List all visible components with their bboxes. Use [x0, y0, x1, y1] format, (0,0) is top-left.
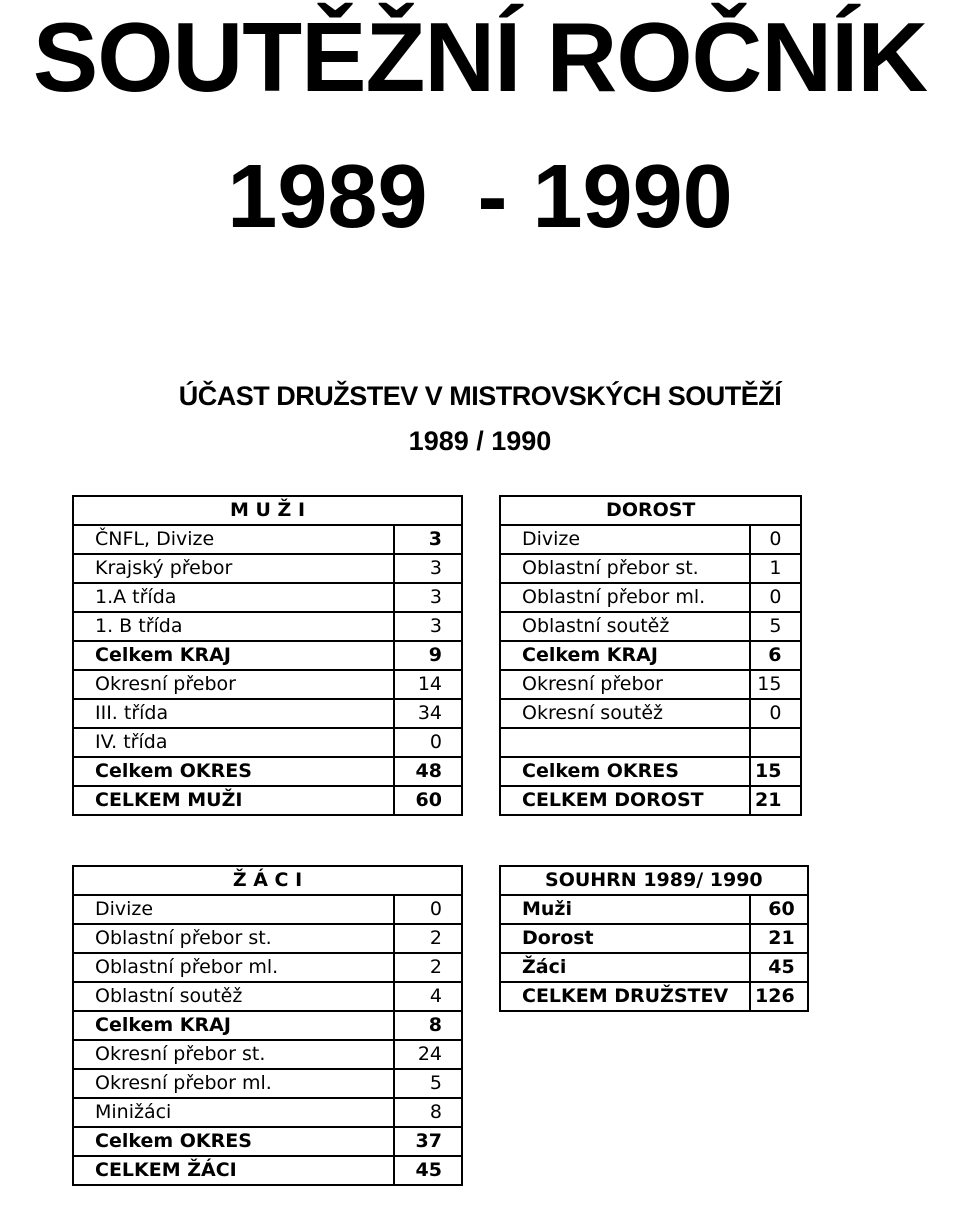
dorost-row-value: 1 [750, 554, 801, 583]
muzi-row-label: 1. B třída [73, 612, 394, 641]
dorost-row-label: Celkem KRAJ [500, 641, 750, 670]
zaci-row-value: 0 [394, 895, 462, 924]
zaci-row-label: Celkem KRAJ [73, 1011, 394, 1040]
table-row [73, 1098, 462, 1127]
muzi-row-label: Celkem KRAJ [73, 641, 394, 670]
dorost-row-label: Celkem OKRES [500, 757, 750, 786]
dorost-row-value: 15 [750, 670, 801, 699]
muzi-row-value: 0 [394, 728, 462, 757]
dorost-row-label: Oblastní soutěž [500, 612, 750, 641]
table-row [500, 786, 801, 815]
table-row [73, 1011, 462, 1040]
zaci-row-value: 45 [394, 1156, 462, 1185]
muzi-row-value: 60 [394, 786, 462, 815]
dorost-row-label [500, 728, 750, 757]
souhrn-heading: SOUHRN 1989/ 1990 [500, 866, 808, 895]
table-row [500, 953, 808, 982]
muzi-row-label: Celkem OKRES [73, 757, 394, 786]
muzi-row-label: IV. třída [73, 728, 394, 757]
table-row [500, 670, 801, 699]
table-row [500, 612, 801, 641]
zaci-row-value: 4 [394, 982, 462, 1011]
souhrn-row-value: 126 [750, 982, 808, 1011]
zaci-row-label: CELKEM ŽÁCI [73, 1156, 394, 1185]
souhrn-row-value: 21 [750, 924, 808, 953]
zaci-row-label: Divize [73, 895, 394, 924]
dorost-row-label: Okresní přebor [500, 670, 750, 699]
dorost-row-value: 0 [750, 583, 801, 612]
table-row [73, 757, 462, 786]
table-row [73, 953, 462, 982]
muzi-row-value: 9 [394, 641, 462, 670]
muzi-row-label: 1.A třída [73, 583, 394, 612]
table-row [73, 583, 462, 612]
souhrn-row-value: 60 [750, 895, 808, 924]
dorost-row-value: 6 [750, 641, 801, 670]
season-years: 1989 - 1990 [227, 147, 733, 247]
zaci-heading-row [73, 866, 462, 895]
muzi-row-value: 3 [394, 554, 462, 583]
muzi-row-label: Okresní přebor [73, 670, 394, 699]
muzi-row-label: Krajský přebor [73, 554, 394, 583]
table-row [500, 924, 808, 953]
zaci-row-label: Oblastní přebor st. [73, 924, 394, 953]
muzi-heading: M U Ž I [73, 496, 462, 525]
dorost-row-label: Okresní soutěž [500, 699, 750, 728]
table-row [73, 641, 462, 670]
muzi-row-value: 3 [394, 583, 462, 612]
muzi-row-label: ČNFL, Divize [73, 525, 394, 554]
table-row [73, 924, 462, 953]
muzi-row-value: 3 [394, 525, 462, 554]
table-row [73, 786, 462, 815]
dorost-row-value: 15 [750, 757, 801, 786]
zaci-row-label: Oblastní přebor ml. [73, 953, 394, 982]
table-row [73, 895, 462, 924]
muzi-row-value: 48 [394, 757, 462, 786]
muzi-row-value: 14 [394, 670, 462, 699]
zaci-row-label: Oblastní soutěž [73, 982, 394, 1011]
section-subtitle-years: 1989 / 1990 [408, 426, 552, 456]
page-title: SOUTĚŽNÍ ROČNÍK [32, 2, 928, 112]
table-row [500, 554, 801, 583]
muzi-table [72, 495, 463, 816]
dorost-row-value: 0 [750, 525, 801, 554]
table-row [500, 525, 801, 554]
table-row [500, 641, 801, 670]
muzi-row-value: 34 [394, 699, 462, 728]
table-row [73, 1127, 462, 1156]
muzi-row-label: CELKEM MUŽI [73, 786, 394, 815]
souhrn-row-label: Dorost [500, 924, 750, 953]
zaci-table [72, 865, 463, 1186]
table-row [500, 757, 801, 786]
table-row [73, 699, 462, 728]
zaci-row-label: Okresní přebor ml. [73, 1069, 394, 1098]
table-row [73, 670, 462, 699]
dorost-heading: DOROST [500, 496, 801, 525]
zaci-row-value: 8 [394, 1011, 462, 1040]
table-row [73, 982, 462, 1011]
table-row [73, 525, 462, 554]
souhrn-row-label: CELKEM DRUŽSTEV [500, 982, 750, 1011]
zaci-row-value: 24 [394, 1040, 462, 1069]
table-row [73, 612, 462, 641]
dorost-row-value [750, 728, 801, 757]
table-row [500, 583, 801, 612]
dorost-row-label: CELKEM DOROST [500, 786, 750, 815]
table-row [73, 1069, 462, 1098]
dorost-table [499, 495, 802, 816]
souhrn-row-label: Žáci [500, 953, 750, 982]
section-subtitle: ÚČAST DRUŽSTEV V MISTROVSKÝCH SOUTĚŽÍ [178, 381, 782, 411]
table-row [500, 982, 808, 1011]
souhrn-row-value: 45 [750, 953, 808, 982]
zaci-row-value: 5 [394, 1069, 462, 1098]
muzi-heading-row [73, 496, 462, 525]
zaci-row-value: 2 [394, 924, 462, 953]
table-row [73, 728, 462, 757]
zaci-row-label: Celkem OKRES [73, 1127, 394, 1156]
dorost-row-label: Divize [500, 525, 750, 554]
table-row [73, 1156, 462, 1185]
zaci-heading: Ž Á C I [73, 866, 462, 895]
souhrn-table [499, 865, 809, 1012]
muzi-row-value: 3 [394, 612, 462, 641]
table-row [73, 554, 462, 583]
dorost-row-label: Oblastní přebor st. [500, 554, 750, 583]
table-row [500, 728, 801, 757]
table-row [500, 895, 808, 924]
dorost-row-value: 21 [750, 786, 801, 815]
muzi-row-label: III. třída [73, 699, 394, 728]
zaci-row-value: 8 [394, 1098, 462, 1127]
zaci-row-value: 2 [394, 953, 462, 982]
dorost-heading-row [500, 496, 801, 525]
zaci-row-value: 37 [394, 1127, 462, 1156]
table-row [73, 1040, 462, 1069]
dorost-row-label: Oblastní přebor ml. [500, 583, 750, 612]
souhrn-heading-row [500, 866, 808, 895]
table-row [500, 699, 801, 728]
zaci-row-label: Minižáci [73, 1098, 394, 1127]
zaci-row-label: Okresní přebor st. [73, 1040, 394, 1069]
souhrn-row-label: Muži [500, 895, 750, 924]
dorost-row-value: 5 [750, 612, 801, 641]
dorost-row-value: 0 [750, 699, 801, 728]
